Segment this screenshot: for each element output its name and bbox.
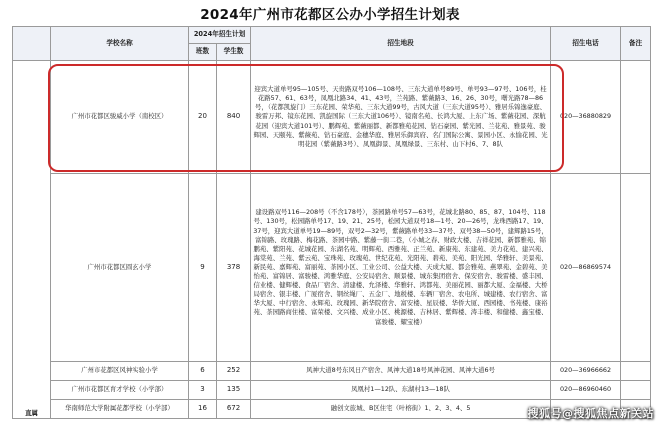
class-count: 20 bbox=[189, 61, 217, 174]
student-count: 252 bbox=[217, 362, 251, 381]
header-phone: 招生电话 bbox=[551, 27, 621, 61]
remark bbox=[621, 381, 651, 400]
header-remark: 备注 bbox=[621, 27, 651, 61]
header-area: 招生地段 bbox=[251, 27, 551, 61]
enrollment-area: 凤凰村1—12队、东湖村13—18队 bbox=[251, 381, 551, 400]
category-cell bbox=[13, 61, 51, 419]
header-classes: 班数 bbox=[189, 44, 217, 61]
school-name: 广州市花都区育才学校（小学部） bbox=[51, 381, 189, 400]
phone-number: 020—36966662 bbox=[551, 362, 621, 381]
header-students: 学生数 bbox=[217, 44, 251, 61]
school-name: 广州市花都区骏威小学（南校区） bbox=[51, 61, 189, 174]
phone-number: 020—36880829 bbox=[551, 61, 621, 174]
header-blank bbox=[13, 27, 51, 61]
remark bbox=[621, 362, 651, 381]
school-name: 广州市花都区圆玄小学 bbox=[51, 174, 189, 362]
table-row bbox=[13, 174, 651, 362]
table-row bbox=[13, 381, 651, 400]
student-count: 840 bbox=[217, 61, 251, 174]
page-title: 2024年广州市花都区公办小学招生计划表 bbox=[200, 7, 460, 23]
category-label: 直属 bbox=[25, 408, 38, 417]
watermark-text: 搜狐号@搜狐焦点新关站 bbox=[527, 407, 654, 420]
enrollment-area: 风神大道8号东风日产宿舍、风神大道18号风神花园、风神大道6号 bbox=[251, 362, 551, 381]
phone-number: 020—86960460 bbox=[551, 381, 621, 400]
remark bbox=[621, 61, 651, 174]
student-count: 378 bbox=[217, 174, 251, 362]
school-name: 广州市花都区风神实验小学 bbox=[51, 362, 189, 381]
student-count: 672 bbox=[217, 400, 251, 419]
table-row bbox=[13, 61, 651, 174]
enrollment-area: 迎宾大道单号95—105号、天贵路双号106—108号、三东大道单号89号、单号93—97号、106号，桂花路57、61、63号，凤凰北路34、41、43号，兰苑路、紫薇路3、16、26、30号，曙光路78—86号，（花都凯旋门）三东花园、荣华苑、三东大道99号，古风大道（三东大道95号）、雅居乐锦逸豪庭、骏雷万邦、镜东花园、凯旋国际（三东大道106号）、镜南名苑、长鸿大厦、上东广场、紫薇花园、深航花园（迎宾大道101号）、鹏辉苑、紫薇丽都、新都雅苑花园、钻石豪园、紫光园、兰花苑、雅景苑、骏辉园、天颐苑、紫薇苑、钻石豪庭、金穗华庭、雅居乐御宾府、名门国际公寓、景园小区、永愉花园、光明花园（紫薇路3号）、凤凰御景、凤凰绿景、三东村、山下村6、7、8队 bbox=[251, 61, 551, 174]
phone-number: 020—86869574 bbox=[551, 174, 621, 362]
enrollment-plan-table bbox=[12, 26, 651, 419]
student-count: 135 bbox=[217, 381, 251, 400]
class-count: 9 bbox=[189, 174, 217, 362]
table-row bbox=[13, 362, 651, 381]
school-name: 华南师范大学附属花都学校（小学部） bbox=[51, 400, 189, 419]
class-count: 6 bbox=[189, 362, 217, 381]
enrollment-area: 融创文旅城、B区住宅（叶榕街）1、2、3、4、5 bbox=[251, 400, 551, 419]
class-count: 3 bbox=[189, 381, 217, 400]
enrollment-area: 建设路双号116—208号（不含178号），茶园路单号57—63号，花城北路80、85、87、104号、118号、130号，松园路单号17、19、21、25号，松园大道双号18—1号、20—26号，龙珠西路17、19、37号，迎宾大道单号19—89号，双号2—32号，紫薇路单号33—37号、双号38—50号，建辉路15号，富锦路、玫瑰路、梅花路、茶园中路、紫藤一街二巷，（小城之春、财政大楼、吉祥花园、新都雅苑、锦鹏苑、紫阳苑、花城花园、东湖名苑、明辉苑、西雅苑、正兰苑、新康苑、东建苑、美力花苑、建兴苑、海棠苑、兰苑、紫云苑、宝珠苑、玫瑰苑、世纪花苑、光阳苑、碧苑、美苑、阳光园、华雅轩、美景苑、新民苑、嘉辉苑、富丽苑、茶园小区、工业公司、公益大楼、天成大厦、都会雅苑、燕翠苑、金碧苑、美怡苑、富锦居、富骏楼、鸿雅华庭、公安局宿舍、顺景楼、城东集团宿舍、保安宿舍、骏雷楼、盛丰园、信业楼、健辉楼、食品厂宿舍、清建楼、允泽楼、华雅轩、鸿都苑、美丽花园、丽都大厦、金福楼、大桥局宿舍、银丰楼、广厦宿舍、钢丝绳厂、五金厂、地税楼、车辆厂宿舍、农电所、城建楼、农行宿舍、富华大厦、中行宿舍、永辉苑、玫瑰园、新华院宿舍、富安楼、星辰楼、华侨大厦、西园楼、书苑楼、康裕苑、茶园路商住楼、富荣楼、文兴楼、成业小区、桃源楼、吉林居、紫辉楼、涛丰楼、和健楼、鑫宝楼、富骏楼、耀宝楼） bbox=[251, 174, 551, 362]
class-count: 16 bbox=[189, 400, 217, 419]
header-plan-group: 2024年招生计划 bbox=[189, 27, 251, 44]
header-school-name: 学校名称 bbox=[51, 27, 189, 61]
remark bbox=[621, 174, 651, 362]
